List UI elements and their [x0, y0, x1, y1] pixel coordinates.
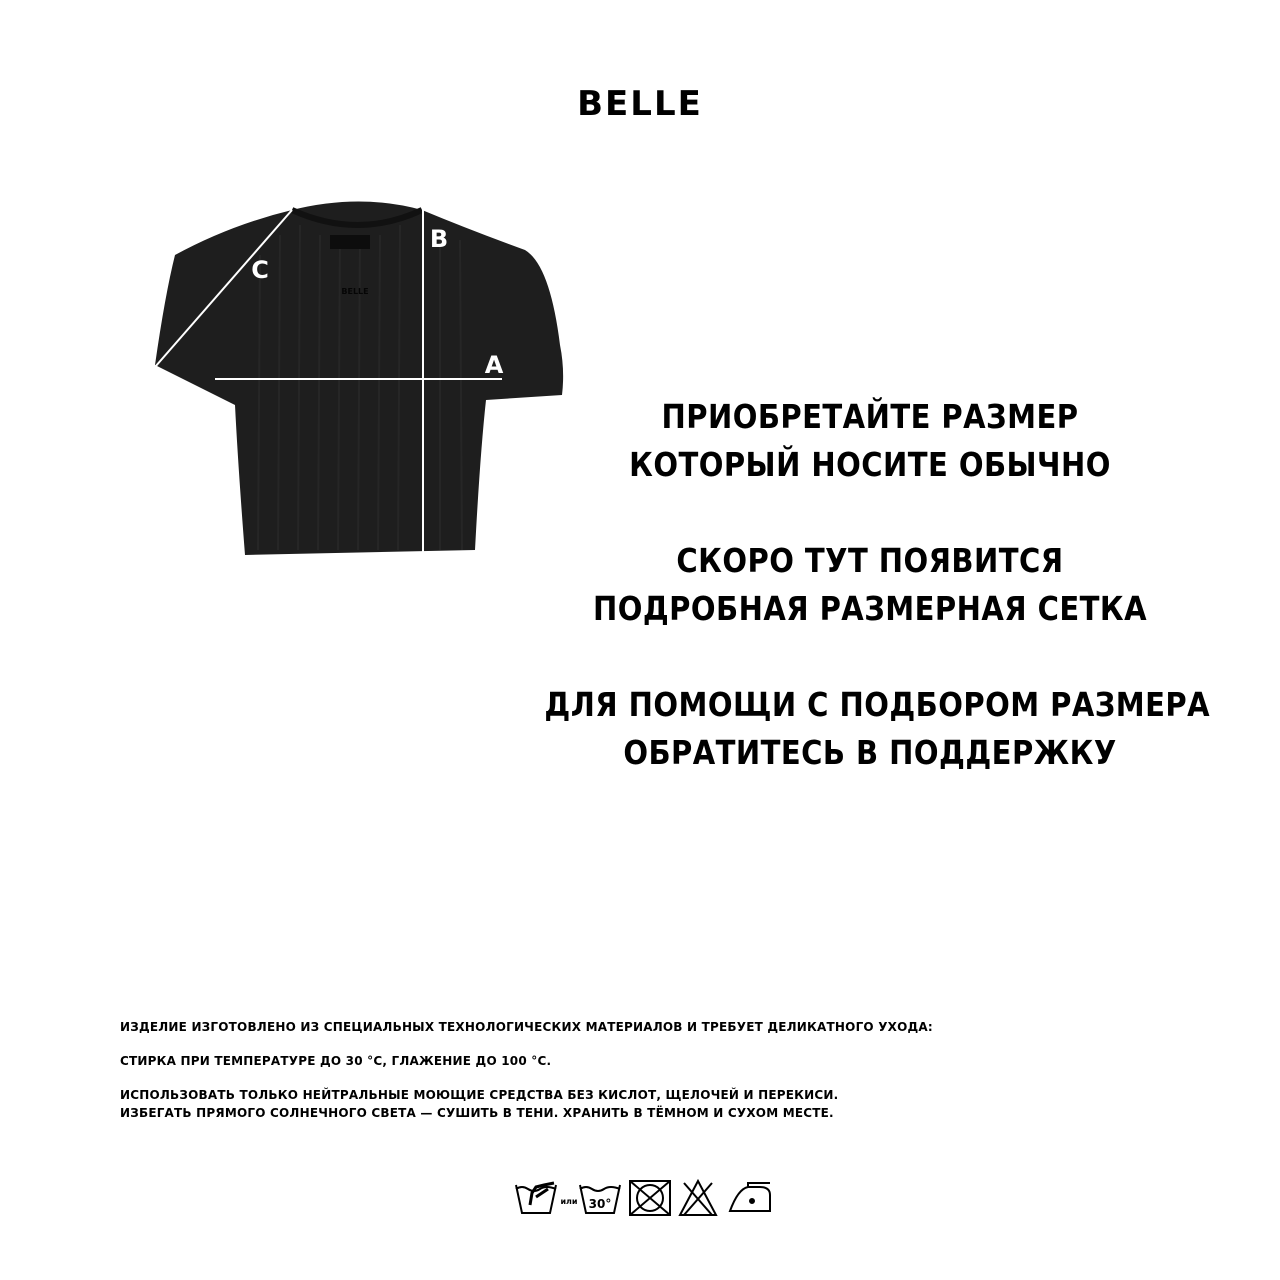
message-line: СКОРО ТУТ ПОЯВИТСЯ — [676, 541, 1064, 580]
care-line: СТИРКА ПРИ ТЕМПЕРАТУРЕ ДО 30 °С, ГЛАЖЕНИЕ ДО 100 °С. — [120, 1054, 552, 1068]
care-instructions — [120, 1018, 1120, 1122]
message-line: ПРИОБРЕТАЙТЕ РАЗМЕР — [661, 397, 1079, 436]
message-block-size-chart — [544, 537, 1195, 633]
iron-low-icon — [730, 1183, 770, 1211]
tshirt-illustration — [140, 195, 580, 575]
care-line: ИЗДЕЛИЕ ИЗГОТОВЛЕНО ИЗ СПЕЦИАЛЬНЫХ ТЕХНОЛОГИЧЕСКИХ МАТЕРИАЛОВ И ТРЕБУЕТ ДЕЛИКАТНОГО УХОДА: — [120, 1020, 933, 1034]
brand-logo: BELLE — [577, 84, 703, 124]
message-block-support — [544, 681, 1211, 777]
care-line: ИЗБЕГАТЬ ПРЯМОГО СОЛНЕЧНОГО СВЕТА — СУШИТЬ В ТЕНИ. ХРАНИТЬ В ТЁМНОМ И СУХОМ МЕСТЕ. — [120, 1106, 834, 1120]
message-line: ПОДРОБНАЯ РАЗМЕРНАЯ СЕТКА — [592, 589, 1148, 628]
or-label: или — [560, 1197, 578, 1206]
care-icons — [514, 1175, 774, 1219]
measure-label-b: B — [429, 225, 449, 253]
no-tumble-dry-icon — [630, 1181, 670, 1215]
no-bleach-icon — [680, 1181, 716, 1215]
care-line: ИСПОЛЬЗОВАТЬ ТОЛЬКО НЕЙТРАЛЬНЫЕ МОЮЩИЕ СРЕДСТВА БЕЗ КИСЛОТ, ЩЕЛОЧЕЙ И ПЕРЕКИСИ. — [120, 1088, 839, 1102]
message-block-size — [544, 393, 1195, 489]
message-line: ДЛЯ ПОМОЩИ С ПОДБОРОМ РАЗМЕРА — [544, 685, 1211, 724]
measure-label-c: C — [251, 256, 269, 284]
message-line: КОТОРЫЙ НОСИТЕ ОБЫЧНО — [629, 445, 1111, 484]
tshirt-print: BELLE — [341, 287, 369, 296]
measure-label-a: A — [484, 351, 504, 379]
hand-wash-icon — [516, 1183, 556, 1213]
wash-temp: 30° — [588, 1197, 612, 1211]
message-line: ОБРАТИТЕСЬ В ПОДДЕРЖКУ — [623, 733, 1117, 772]
